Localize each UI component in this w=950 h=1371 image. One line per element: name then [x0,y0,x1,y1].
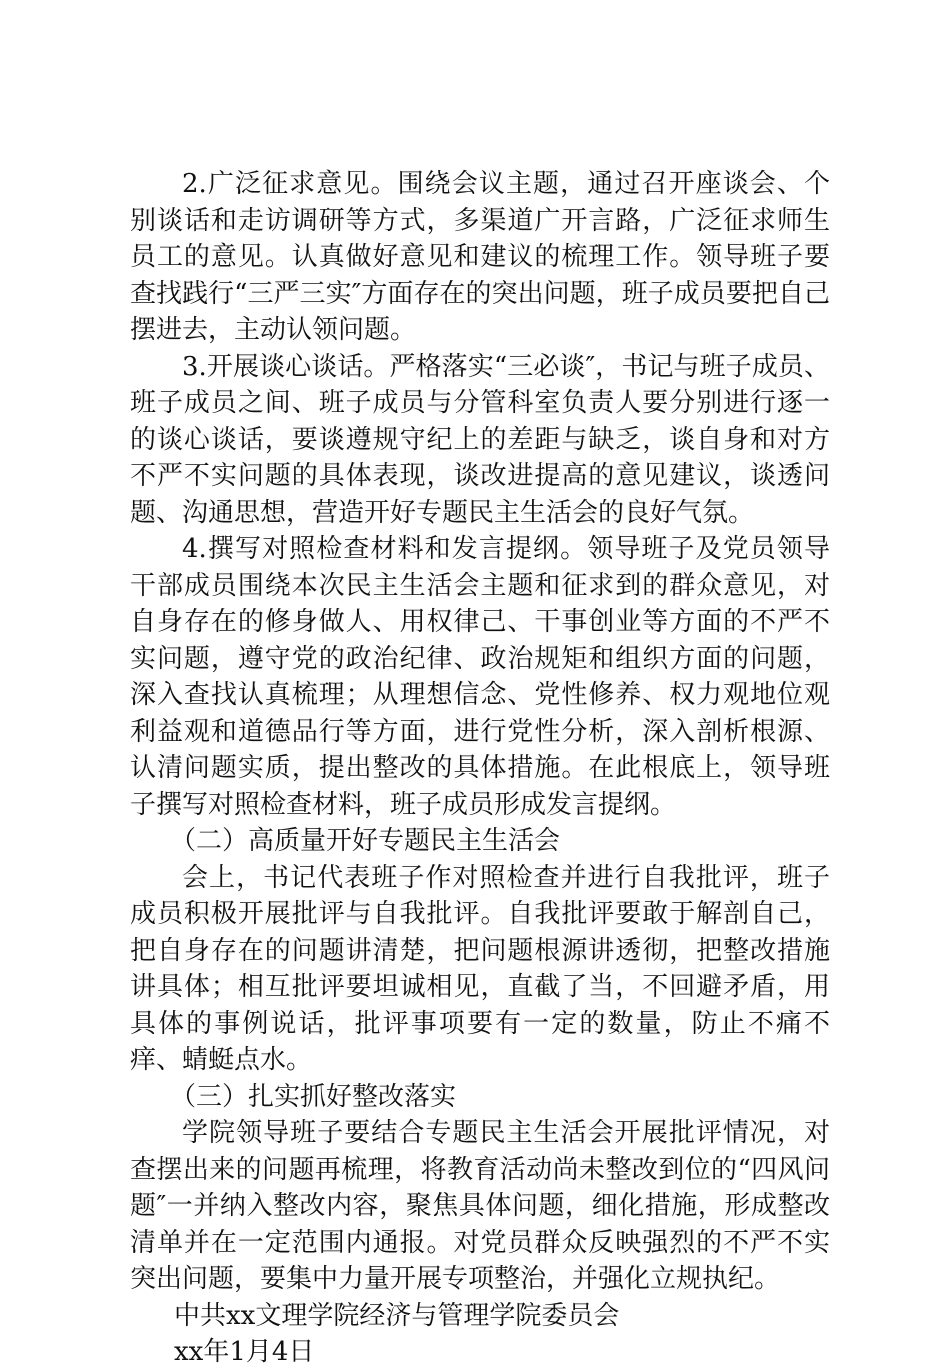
document-body [130,166,830,1371]
signature-organization: 中共xx文理学院经济与管理学院委员会 [174,1300,620,1331]
paragraph-solicit-opinions: 2.广泛征求意见。围绕会议主题，通过召开座谈会、个别谈话和走访调研等方式，多渠道广开言路，广泛征求师生员工的意见。认真做好意见和建议的梳理工作。领导班子要查找践行“三严三实″方面存在的突出问题，班子成员要把自己摆进去，主动认领问题。 [130,169,830,345]
paragraph-meeting-criticism: 会上，书记代表班子作对照检查并进行自我批评，班子成员积极开展批评与自我批评。自我批评要敢于解剖自己，把自身存在的问题讲清楚，把问题根源讲透彻，把整改措施讲具体；相互批评要坦诚相见，直截了当，不回避矛盾，用具体的事例说话，批评事项要有一定的数量，防止不痛不痒、蜻蜓点水。 [130,862,830,1075]
section-heading-3: （三）扎实抓好整改落实 [170,1081,457,1112]
paragraph-write-materials: 4.撰写对照检查材料和发言提纲。领导班子及党员领导干部成员围绕本次民主生活会主题和征求到的群众意见，对自身存在的修身做人、用权律己、干事创业等方面的不严不实问题，遵守党的政治纪律、政治规矩和组织方面的问题，深入查找认真梳理；从理想信念、党性修养、权力观地位观利益观和道德品行等方面，进行党性分析，深入剖析根源、认清问题实质，提出整改的具体措施。在此根底上，领导班子撰写对照检查材料，班子成员形成发言提纲。 [130,534,830,820]
paragraph-heart-to-heart-talks: 3.开展谈心谈话。严格落实“三必谈″，书记与班子成员、班子成员之间、班子成员与分管科室负责人要分别进行逐一的谈心谈话，要谈遵规守纪上的差距与缺乏，谈自身和对方不严不实问题的具体表现，谈改进提高的意见建议，谈透问题、沟通思想，营造开好专题民主生活会的良好气氛。 [130,351,830,528]
paragraph-rectification: 学院领导班子要结合专题民主生活会开展批评情况，对查摆出来的问题再梳理，将教育活动尚未整改到位的“四风问题″一并纳入整改内容，聚焦具体问题，细化措施，形成整改清单并在一定范围内通报。对党员群众反映强烈的不严不实突出问题，要集中力量开展专项整治，并强化立规执纪。 [130,1118,830,1294]
signature-date: xx年1月4日 [174,1337,315,1367]
section-heading-2: （二）高质量开好专题民主生活会 [170,826,561,856]
